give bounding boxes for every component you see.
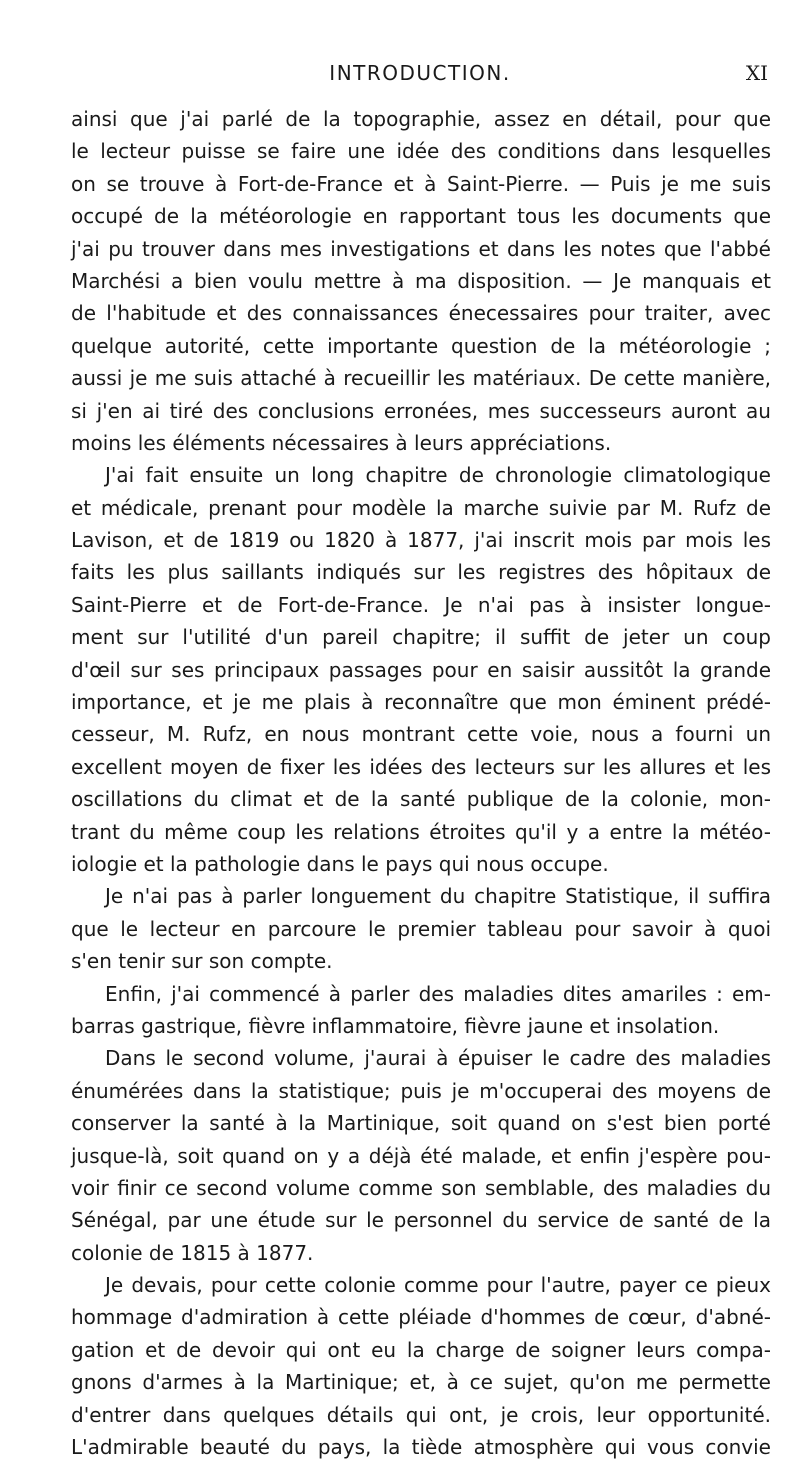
text-line: si j'en ai tiré des conclusions erronées, mes successeurs auront au (71, 398, 771, 423)
text-line: aussi je me suis attaché à recueillir les matériaux. De cette manière, (71, 366, 771, 391)
text-line: occupé de la météorologie en rapportant tous les documents que (71, 204, 771, 229)
text-line: d'entrer dans quelques détails qui ont, je crois, leur opportunité. (71, 1402, 771, 1427)
text-line: barras gastrique, fièvre inflammatoire, fièvre jaune et insolation. (71, 1013, 720, 1038)
text-line: gnons d'armes à la Martinique; et, à ce sujet, qu'on me permette (71, 1370, 771, 1395)
text-line: que le lecteur en parcoure le premier tableau pour savoir à quoi (71, 916, 771, 941)
text-line: J'ai fait ensuite un long chapitre de chronologie climatologique (105, 463, 771, 488)
text-line: faits les plus saillants indiqués sur les registres des hôpitaux de (71, 560, 771, 585)
text-line: d'œil sur ses principaux passages pour en saisir aussitôt la grande (71, 657, 771, 682)
page-number: XI (745, 61, 768, 85)
text-line: voir finir ce second volume comme son semblable, des maladies du (71, 1175, 771, 1200)
text-line: de l'habitude et des connaissances énecessaires pour traiter, avec (71, 301, 771, 326)
text-line: importance, et je me plais à reconnaître que mon éminent prédé- (71, 690, 771, 715)
text-line: quelque autorité, cette importante question de la météorologie ; (71, 333, 771, 358)
text-line: Lavison, et de 1819 ou 1820 à 1877, j'ai inscrit mois par mois les (71, 528, 771, 553)
text-line: gation et de devoir qui ont eu la charge de soigner leurs compa- (71, 1337, 771, 1362)
text-line: iologie et la pathologie dans le pays qui nous occupe. (71, 851, 609, 876)
text-line: j'ai pu trouver dans mes investigations et dans les notes que l'abbé (71, 236, 771, 261)
text-line: hommage d'admiration à cette pléiade d'hommes de cœur, d'abné- (71, 1305, 771, 1330)
text-line: le lecteur puisse se faire une idée des conditions dans lesquelles (71, 139, 771, 164)
text-line: colonie de 1815 à 1877. (71, 1240, 314, 1265)
text-line: trant du même coup les relations étroites qu'il y a entre la météo- (71, 819, 771, 844)
text-line: s'en tenir sur son compte. (71, 949, 333, 974)
text-line: jusque-là, soit quand on y a déjà été malade, et enfin j'espère pou- (71, 1143, 771, 1168)
text-line: Je devais, pour cette colonie comme pour l'autre, payer ce pieux (105, 1273, 771, 1298)
text-line: on se trouve à Fort-de-France et à Saint-Pierre. — Puis je me suis (71, 171, 771, 196)
text-line: énumérées dans la statistique; puis je m'occuperai des moyens de (71, 1078, 771, 1103)
text-line: ment sur l'utilité d'un pareil chapitre; il suffit de jeter un coup (71, 625, 771, 650)
text-line: oscillations du climat et de la santé publique de la colonie, mon- (71, 787, 771, 812)
body-text (71, 103, 771, 1463)
text-line: Sénégal, par une étude sur le personnel du service de santé de la (71, 1208, 771, 1233)
text-line: Dans le second volume, j'aurai à épuiser le cadre des maladies (105, 1046, 771, 1071)
text-line: Marchési a bien voulu mettre à ma disposition. — Je manquais et (71, 268, 771, 293)
text-line: et médicale, prenant pour modèle la marche suivie par M. Rufz de (71, 495, 771, 520)
text-line: cesseur, M. Rufz, en nous montrant cette voie, nous a fourni un (71, 722, 771, 747)
text-line: moins les éléments nécessaires à leurs appréciations. (71, 430, 612, 455)
text-line: conserver la santé à la Martinique, soit quand on s'est bien porté (71, 1111, 771, 1136)
text-line: L'admirable beauté du pays, la tiède atmosphère qui vous convie (71, 1435, 771, 1460)
page-header (80, 58, 768, 88)
text-line: Je n'ai pas à parler longuement du chapitre Statistique, il suffira (105, 884, 771, 909)
text-line: ainsi que j'ai parlé de la topographie, assez en détail, pour que (71, 107, 771, 131)
running-title: INTRODUCTION. (329, 61, 511, 85)
text-line: excellent moyen de fixer les idées des lecteurs sur les allures et les (71, 754, 771, 779)
text-line: Enfin, j'ai commencé à parler des maladies dites amariles : em- (105, 981, 771, 1006)
text-line: Saint-Pierre et de Fort-de-France. Je n'ai pas à insister longue- (71, 592, 771, 617)
